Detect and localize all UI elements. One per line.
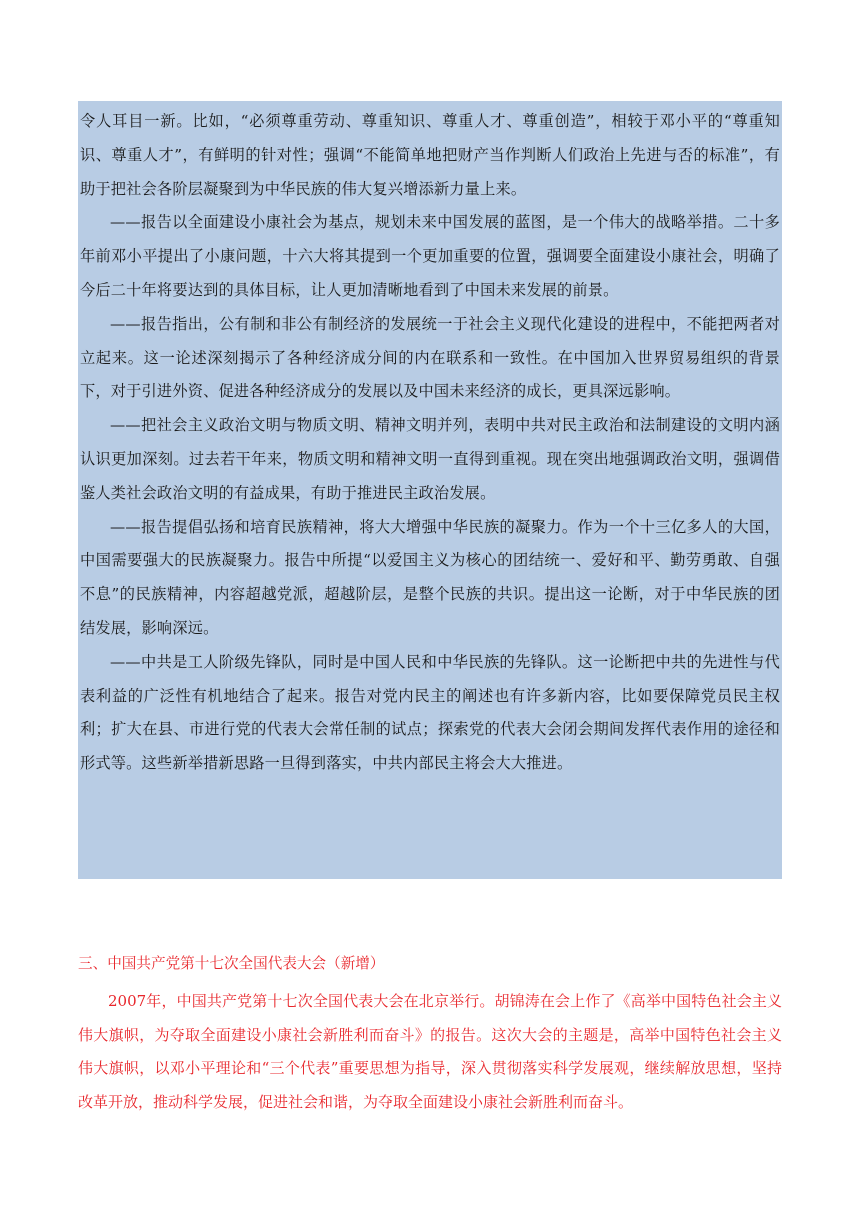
commentary-paragraph-6: ——中共是工人阶级先锋队，同时是中国人民和中华民族的先锋队。这一论断把中共的先进性与代表利益的广泛性有机地结合了起来。报告对党内民主的阐述也有许多新内容，比如要保障党员民主权利；扩大在县、市进行党的代表大会常任制的试点；探索党的代表大会闭会期间发挥代表作用的途径和形式等。这些新举措新思路一旦得到落实，中共内部民主将会大大推进。	[80, 652, 780, 773]
section-heading: 三、中国共产党第十七次全国代表大会（新增）	[78, 955, 385, 972]
commentary-paragraph-5: ——报告提倡弘扬和培育民族精神，将大大增强中华民族的凝聚力。作为一个十三亿多人的大国，中国需要强大的民族凝聚力。报告中所提“以爱国主义为核心的团结统一、爱好和平、勤劳勇敢、自强不息”的民族精神，内容超越党派，超越阶层，是整个民族的共识。提出这一论断，对于中华民族的团结发展，影响深远。	[80, 517, 780, 637]
commentary-paragraph-2: ——报告以全面建设小康社会为基点，规划未来中国发展的蓝图，是一个伟大的战略举措。二十多年前邓小平提出了小康问题，十六大将其提到一个更加重要的位置，强调要全面建设小康社会，明确了今后二十年将要达到的具体目标，让人更加清晰地看到了中国未来发展的前景。	[80, 213, 780, 299]
commentary-paragraph-4: ——把社会主义政治文明与物质文明、精神文明并列，表明中共对民主政治和法制建设的文明内涵认识更加深刻。过去若干年来，物质文明和精神文明一直得到重视。现在突出地强调政治文明，强调借鉴人类社会政治文明的有益成果，有助于推进民主政治发展。	[80, 416, 780, 502]
highlighted-report-commentary	[78, 101, 782, 879]
seventeenth-congress-section	[78, 951, 782, 1119]
commentary-paragraph-1: 令人耳目一新。比如，“必须尊重劳动、尊重知识、尊重人才、尊重创造”，相较于邓小平的“尊重知识、尊重人才”，有鲜明的针对性；强调“不能简单地把财产当作判断人们政治上先进与否的标准”，有助于把社会各阶层凝聚到为中华民族的伟大复兴增添新力量上来。	[80, 112, 780, 198]
commentary-paragraph-3: ——报告指出，公有制和非公有制经济的发展统一于社会主义现代化建设的进程中，不能把两者对立起来。这一论述深刻揭示了各种经济成分间的内在联系和一致性。在中国加入世界贸易组织的背景下，对于引进外资、促进各种经济成分的发展以及中国未来经济的成长，更具深远影响。	[80, 314, 780, 401]
section-body: 2007年，中国共产党第十七次全国代表大会在北京举行。胡锦涛在会上作了《高举中国特色社会主义伟大旗帜，为夺取全面建设小康社会新胜利而奋斗》的报告。这次大会的主题是，高举中国特色社会主义伟大旗帜，以邓小平理论和“三个代表”重要思想为指导，深入贯彻落实科学发展观，继续解放思想，坚持改革开放，推动科学发展，促进社会和谐，为夺取全面建设小康社会新胜利而奋斗。	[78, 992, 782, 1111]
